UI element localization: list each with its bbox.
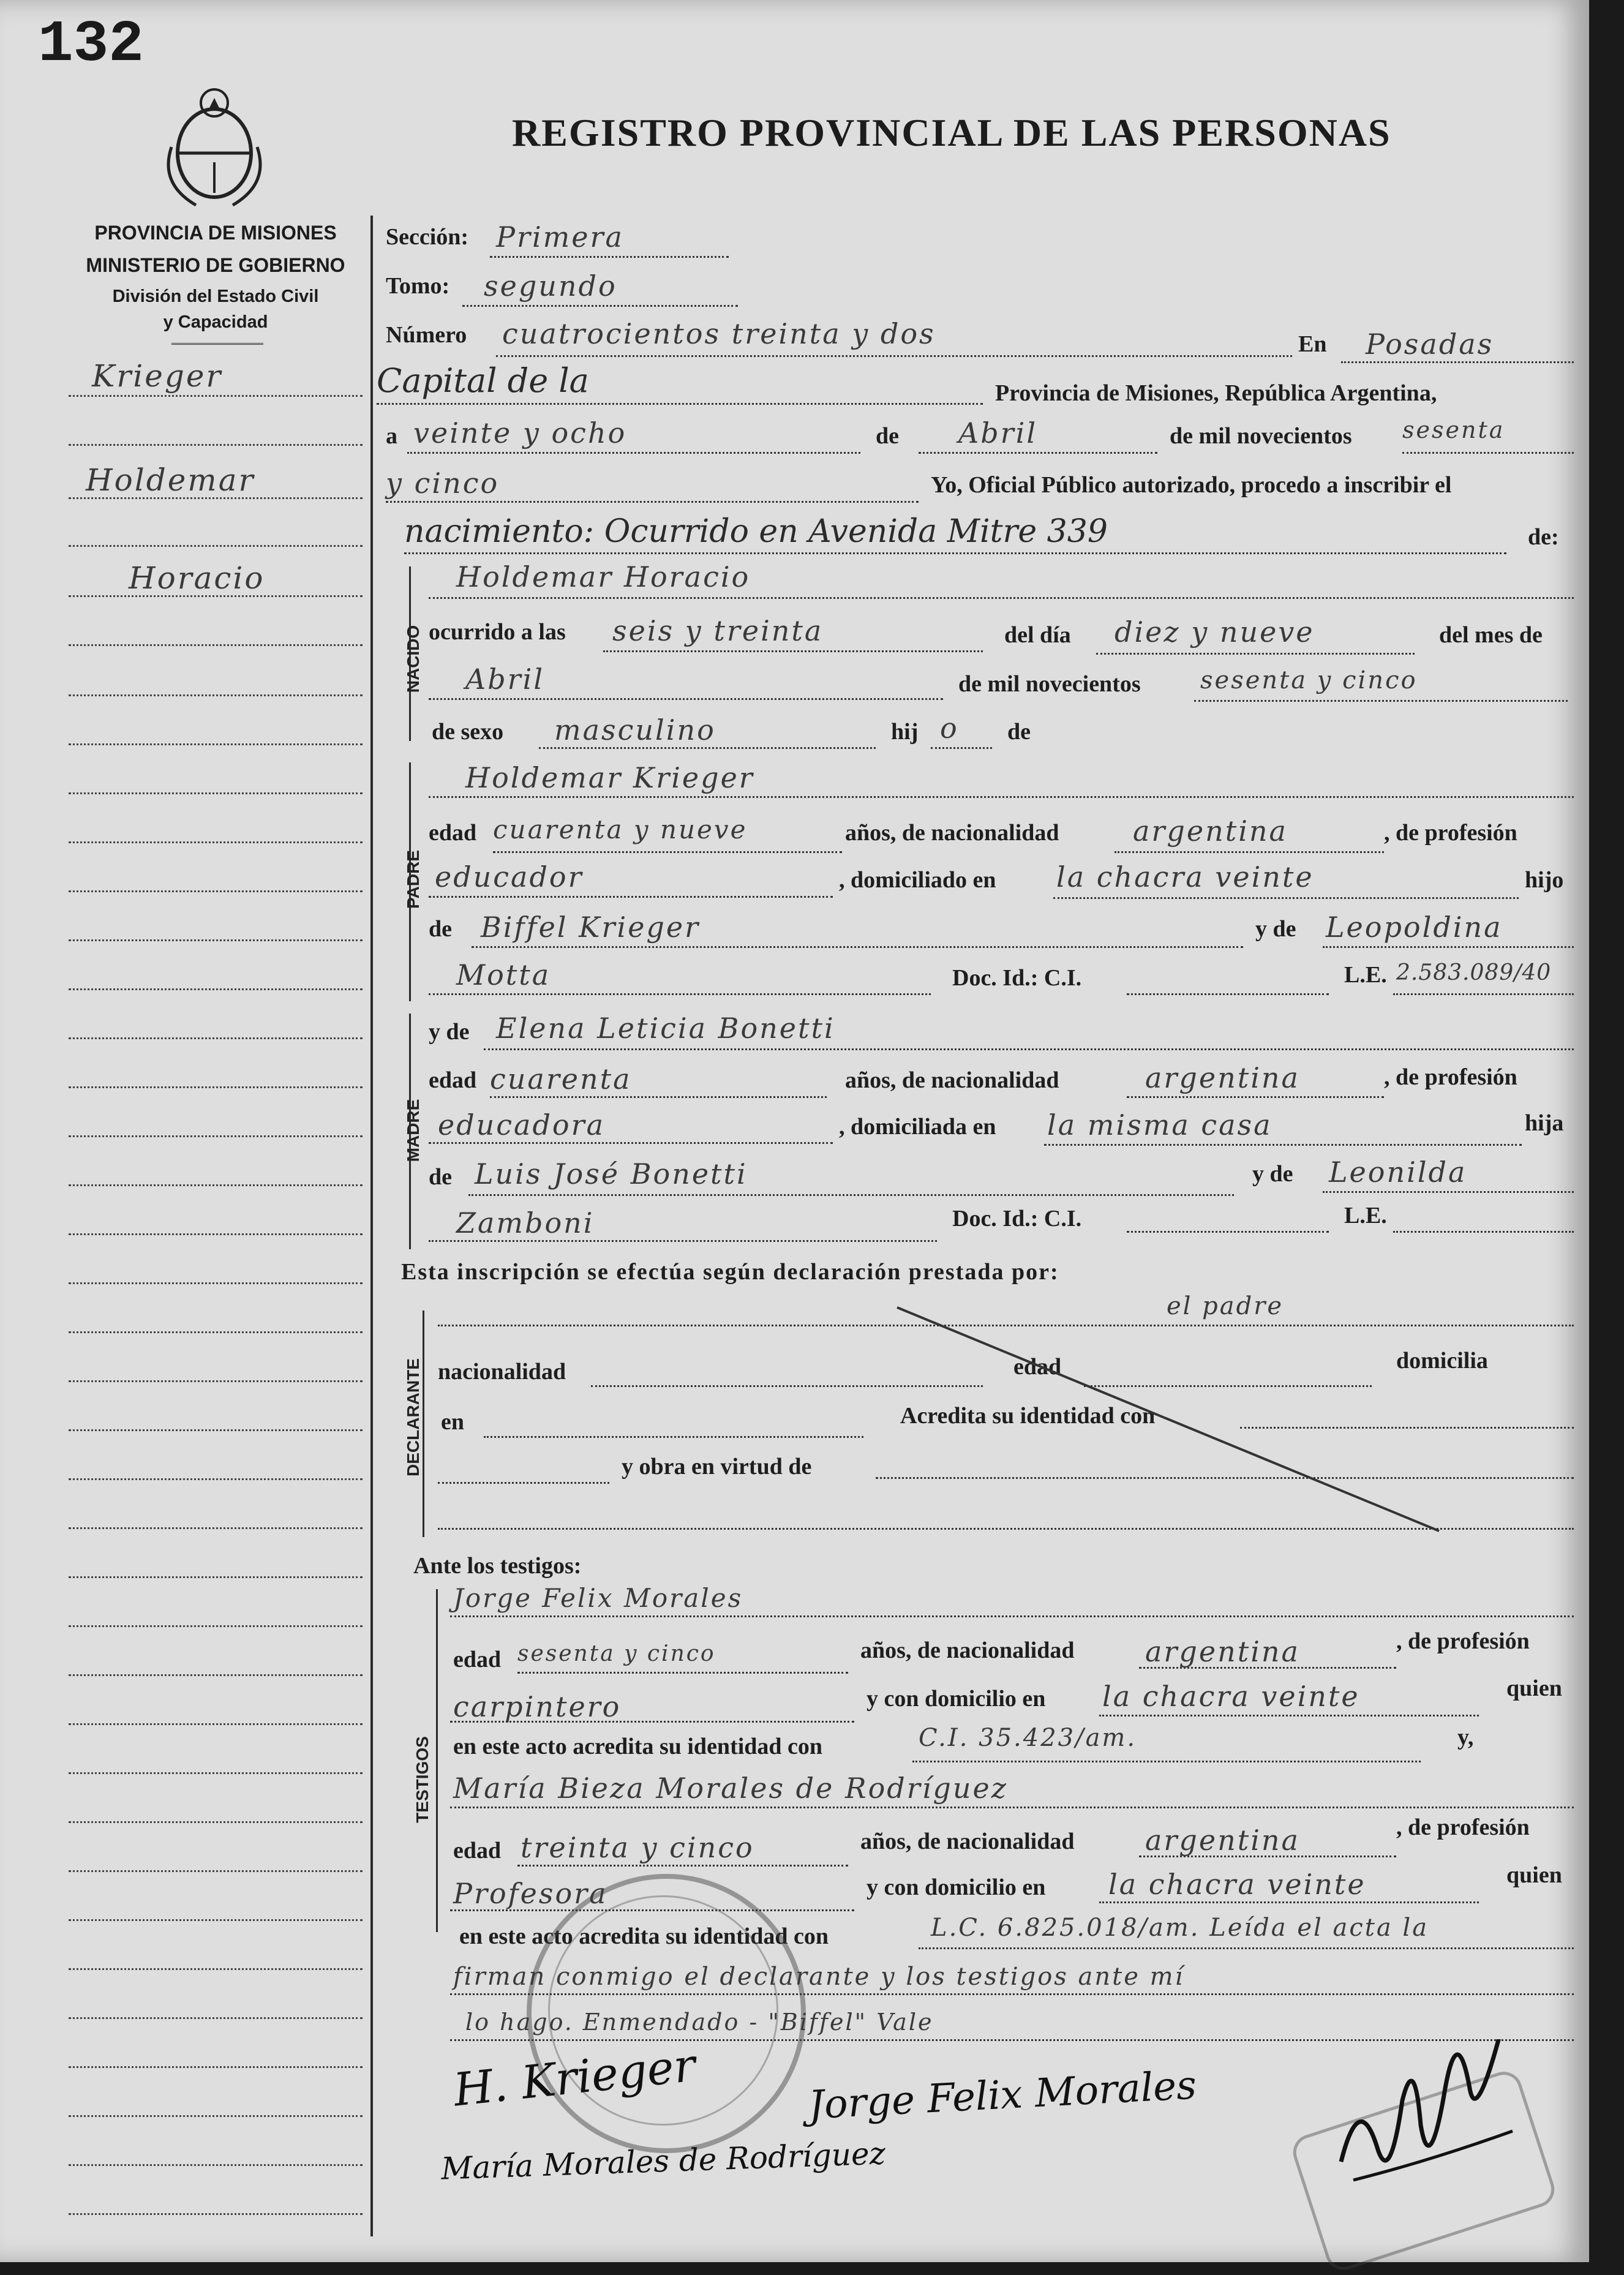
value-t1-dom: la chacra veinte bbox=[1102, 1680, 1360, 1713]
label-madre-y-de-2: y de bbox=[1252, 1161, 1293, 1187]
label-padre-edad: edad bbox=[429, 820, 477, 846]
value-padre-de: Biffel Krieger bbox=[481, 911, 701, 944]
label-t2-prof: , de profesión bbox=[1396, 1814, 1530, 1840]
value-t1-edad: sesenta y cinco bbox=[517, 1641, 716, 1666]
value-mes-nac: Abril bbox=[465, 663, 545, 696]
header-capacity: y Capacidad bbox=[163, 312, 268, 332]
header-division: División del Estado Civil bbox=[112, 287, 319, 306]
label-t1-nac: años, de nacionalidad bbox=[860, 1638, 1075, 1663]
margin-name-1: Holdemar bbox=[86, 462, 255, 498]
label-numero: Número bbox=[386, 322, 467, 348]
value-madre-nac: argentina bbox=[1145, 1061, 1300, 1094]
label-oficial: Yo, Oficial Público autorizado, procedo a inscribir el bbox=[931, 472, 1452, 498]
header-province: PROVINCIA DE MISIONES bbox=[94, 222, 337, 244]
label-en: En bbox=[1298, 331, 1327, 357]
header-rule bbox=[171, 343, 263, 345]
value-t1-ci: C.I. 35.423/am. bbox=[919, 1724, 1137, 1752]
section-declarante: DECLARANTE bbox=[404, 1358, 423, 1476]
label-t1-edad: edad bbox=[453, 1647, 502, 1672]
label-acredita: Acredita su identidad con bbox=[900, 1403, 1156, 1429]
label-edad-decl: edad bbox=[1013, 1354, 1062, 1380]
value-sexo: masculino bbox=[554, 713, 716, 746]
label-sexo: de sexo bbox=[432, 719, 504, 745]
value-madre-edad: cuarenta bbox=[490, 1062, 632, 1096]
note-line-2: lo hago. Enmendado - "Biffel" Vale bbox=[465, 2009, 934, 2036]
testigos-bracket bbox=[436, 1589, 438, 1932]
value-declarante: el padre bbox=[1167, 1292, 1284, 1320]
value-en: Posadas bbox=[1366, 328, 1494, 361]
value-madre-nombre: Elena Leticia Bonetti bbox=[496, 1012, 835, 1045]
label-hij: hij bbox=[891, 719, 919, 745]
value-t2-ci: L.C. 6.825.018/am. Leída el acta la bbox=[931, 1914, 1429, 1942]
value-anio: sesenta bbox=[1402, 416, 1505, 443]
value-testigo-1: Jorge Felix Morales bbox=[453, 1583, 743, 1613]
label-de-padres: de bbox=[1007, 719, 1031, 745]
section-madre: MADRE bbox=[404, 1099, 423, 1162]
label-t2-quien: quien bbox=[1506, 1862, 1562, 1888]
value-padre-nac: argentina bbox=[1133, 814, 1288, 848]
value-padre-prof: educador bbox=[435, 860, 584, 893]
section-testigos: TESTIGOS bbox=[413, 1736, 432, 1823]
label-nacionalidad: nacionalidad bbox=[438, 1359, 566, 1385]
margin-surname: Krieger bbox=[92, 358, 223, 394]
label-t1-acredita: en este acto acredita su identidad con bbox=[453, 1734, 823, 1759]
value-padre-nombre: Holdemar Krieger bbox=[465, 761, 754, 794]
label-t1-prof: , de profesión bbox=[1396, 1628, 1530, 1654]
coat-of-arms-icon bbox=[153, 80, 276, 217]
label-hija: hija bbox=[1525, 1110, 1564, 1136]
label-de-mil-2: de mil novecientos bbox=[958, 671, 1141, 697]
label-madre-edad: edad bbox=[429, 1067, 477, 1093]
section-padre: PADRE bbox=[404, 850, 423, 909]
value-t2-nac: argentina bbox=[1145, 1824, 1300, 1857]
label-padre-dom: , domiciliado en bbox=[839, 867, 996, 893]
label-de-mes: de bbox=[876, 423, 899, 449]
label-t2-dom: y con domicilio en bbox=[867, 1875, 1046, 1900]
margin-divider bbox=[370, 216, 373, 2236]
value-padre-y-de: Leopoldina bbox=[1326, 911, 1503, 944]
label-del-mes: del mes de bbox=[1439, 622, 1543, 648]
section-nacido: NACIDO bbox=[404, 625, 423, 693]
label-madre-doc: Doc. Id.: C.I. bbox=[952, 1206, 1082, 1232]
label-padre-nac: años, de nacionalidad bbox=[845, 820, 1059, 846]
label-t2-acredita: en este acto acredita su identidad con bbox=[459, 1923, 829, 1949]
value-anio-2: y cinco bbox=[386, 467, 500, 500]
label-declaracion: Esta inscripción se efectúa según declaración prestada por: bbox=[401, 1259, 1059, 1285]
label-t2-edad: edad bbox=[453, 1838, 502, 1863]
value-madre-y-de: Leonilda bbox=[1329, 1156, 1467, 1189]
label-padre-doc: Doc. Id.: C.I. bbox=[952, 965, 1082, 991]
value-hora: seis y treinta bbox=[612, 614, 824, 647]
label-madre-le: L.E. bbox=[1344, 1203, 1387, 1228]
label-madre-de: de bbox=[429, 1164, 452, 1190]
label-hijo: hijo bbox=[1525, 867, 1564, 893]
label-madre-prof: , de profesión bbox=[1384, 1064, 1517, 1090]
label-padre-le: L.E. bbox=[1344, 962, 1387, 988]
label-obra: y obra en virtud de bbox=[622, 1454, 812, 1480]
label-del-dia: del día bbox=[1004, 622, 1071, 648]
value-anio-nac: sesenta y cinco bbox=[1200, 666, 1418, 694]
label-en-decl: en bbox=[441, 1409, 464, 1435]
label-seccion: Sección: bbox=[386, 224, 469, 250]
value-numero: cuatrocientos treinta y dos bbox=[502, 317, 936, 350]
note-line-1: firman conmigo el declarante y los testigos ante mí bbox=[453, 1963, 1185, 1991]
value-padre-edad: cuarenta y nueve bbox=[493, 814, 748, 844]
label-madre-y-de: y de bbox=[429, 1019, 470, 1045]
value-mes: Abril bbox=[958, 416, 1038, 449]
signature-witness-2: María Morales de Rodríguez bbox=[440, 2135, 886, 2187]
value-madre-de: Luis José Bonetti bbox=[475, 1157, 748, 1190]
value-acto: nacimiento: Ocurrido en Avenida Mitre 339 bbox=[404, 513, 1108, 550]
header-ministry: MINISTERIO DE GOBIERNO bbox=[86, 254, 345, 276]
value-padre-y-de-2: Motta bbox=[456, 958, 551, 991]
signature-witness-1: Jorge Felix Morales bbox=[807, 2063, 1198, 2129]
value-padre-le: 2.583.089/40 bbox=[1396, 960, 1552, 985]
label-t2-nac: años, de nacionalidad bbox=[860, 1829, 1075, 1854]
label-de-mil: de mil novecientos bbox=[1170, 423, 1352, 449]
label-domicilia: domicilia bbox=[1396, 1348, 1488, 1374]
value-t2-dom: la chacra veinte bbox=[1108, 1868, 1366, 1901]
value-testigo-2: María Bieza Morales de Rodríguez bbox=[453, 1772, 1008, 1805]
value-hij: o bbox=[940, 712, 959, 745]
document-title: REGISTRO PROVINCIAL DE LAS PERSONAS bbox=[512, 111, 1391, 154]
value-madre-dom: la misma casa bbox=[1047, 1108, 1273, 1141]
value-t2-edad: treinta y cinco bbox=[521, 1831, 754, 1864]
page-number: 132 bbox=[38, 11, 144, 78]
label-padre-y-de: y de bbox=[1255, 916, 1296, 942]
label-t1-dom: y con domicilio en bbox=[867, 1686, 1046, 1712]
value-dia: veinte y ocho bbox=[413, 416, 627, 449]
label-padre-prof: , de profesión bbox=[1384, 820, 1517, 846]
value-t1-prof: carpintero bbox=[453, 1690, 622, 1723]
signature-official-icon bbox=[1329, 2039, 1531, 2201]
label-tomo: Tomo: bbox=[386, 273, 450, 299]
label-y-comma: y, bbox=[1457, 1724, 1474, 1750]
value-t1-nac: argentina bbox=[1145, 1635, 1300, 1668]
label-ante: Ante los testigos: bbox=[413, 1553, 582, 1579]
value-dia-nac: diez y nueve bbox=[1115, 615, 1315, 649]
label-madre-nac: años, de nacionalidad bbox=[845, 1067, 1059, 1093]
value-padre-dom: la chacra veinte bbox=[1056, 860, 1314, 893]
margin-name-2: Horacio bbox=[129, 560, 265, 596]
value-t2-prof: Profesora bbox=[453, 1877, 608, 1910]
value-seccion: Primera bbox=[496, 220, 624, 254]
label-a: a bbox=[386, 423, 397, 449]
value-madre-prof: educadora bbox=[438, 1108, 606, 1141]
value-madre-y-de-2: Zamboni bbox=[456, 1206, 595, 1239]
cancel-line bbox=[894, 1304, 1445, 1540]
signature-declarant: H. Krieger bbox=[451, 2039, 698, 2117]
label-padre-de: de bbox=[429, 916, 452, 942]
label-de-colon: de: bbox=[1528, 524, 1559, 550]
label-madre-dom: , domiciliada en bbox=[839, 1114, 996, 1140]
label-ocurrido: ocurrido a las bbox=[429, 619, 566, 645]
value-nombre: Holdemar Horacio bbox=[456, 560, 751, 593]
label-t1-quien: quien bbox=[1506, 1675, 1562, 1701]
value-lugar: Capital de la bbox=[377, 361, 589, 400]
label-provincia: Provincia de Misiones, República Argentina, bbox=[995, 380, 1437, 406]
value-tomo: segundo bbox=[484, 269, 617, 303]
